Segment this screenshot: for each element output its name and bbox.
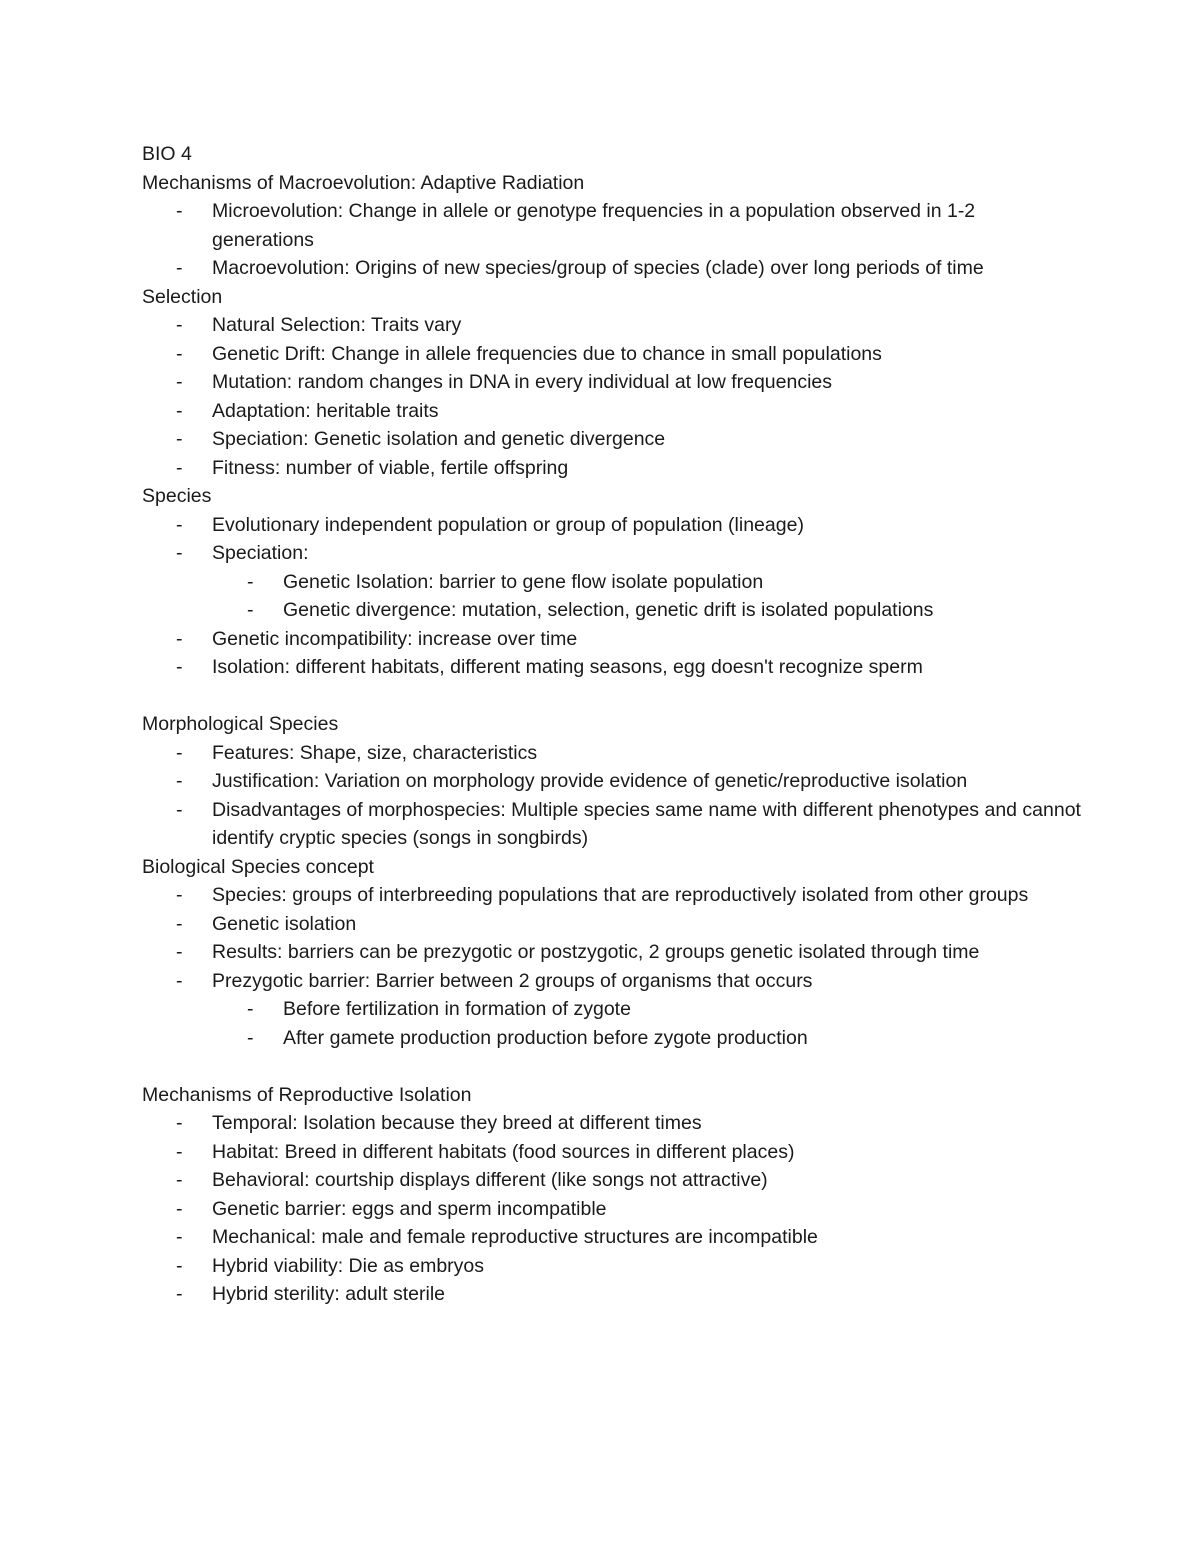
section-heading: Biological Species concept (142, 855, 374, 878)
bullet-dash: - (176, 912, 183, 935)
list-item-text: Genetic divergence: mutation, selection, genetic drift is isolated populations (283, 599, 934, 621)
list-item (176, 539, 1082, 625)
bullet-list (142, 197, 1082, 283)
list-item-text: Mechanical: male and female reproductive structures are incompatible (212, 1226, 818, 1248)
document-body (142, 140, 1082, 1309)
bullet-list (142, 881, 1082, 1052)
list-item-text: Habitat: Breed in different habitats (food sources in different places) (212, 1140, 795, 1163)
list-item-text: Species: groups of interbreeding populations that are reproductively isolated from other groups (212, 884, 1029, 906)
list-item (176, 1280, 1082, 1309)
list-item (176, 881, 1082, 910)
section (142, 710, 1082, 853)
list-item-text: Results: barriers can be prezygotic or postzygotic, 2 groups genetic isolated through time (212, 941, 980, 963)
list-item-text: Isolation: different habitats, different mating seasons, egg doesn't recognize sperm (212, 656, 923, 678)
section-heading: Morphological Species (142, 713, 339, 735)
blank-line (142, 1052, 1082, 1081)
section-heading: Selection (142, 285, 223, 308)
list-item (176, 739, 1082, 768)
bullet-list (142, 311, 1082, 482)
bullet-dash: - (176, 770, 183, 792)
list-item (176, 340, 1082, 369)
bullet-dash: - (176, 884, 183, 906)
list-item (247, 596, 1082, 625)
list-item (176, 1195, 1082, 1224)
list-item (247, 568, 1082, 597)
bullet-dash: - (176, 371, 183, 393)
list-item-text: Hybrid viability: Die as embryos (212, 1254, 485, 1277)
bullet-dash: - (176, 1197, 183, 1220)
bullet-list (212, 995, 1082, 1052)
bullet-dash: - (176, 1140, 183, 1163)
bullet-dash: - (176, 741, 183, 764)
section-heading: Mechanisms of Reproductive Isolation (142, 1083, 472, 1106)
list-item (176, 653, 1082, 682)
bullet-dash: - (176, 456, 183, 479)
section-heading: Mechanisms of Macroevolution: Adaptive Radiation (142, 171, 585, 194)
list-item (176, 910, 1082, 939)
list-item (176, 938, 1082, 967)
list-item-text: Before fertilization in formation of zygote (283, 998, 631, 1020)
list-item-text: Justification: Variation on morphology provide evidence of genetic/reproductive isolation (212, 770, 968, 792)
list-item-text: Speciation: (212, 542, 309, 564)
list-item (176, 767, 1082, 796)
bullet-dash: - (176, 200, 183, 222)
list-item-text: Macroevolution: Origins of new species/group of species (clade) over long periods of time (212, 257, 984, 279)
bullet-dash: - (176, 969, 183, 992)
section (142, 140, 1082, 169)
section (142, 853, 1082, 1053)
list-item (176, 1166, 1082, 1195)
list-item (176, 1138, 1082, 1167)
list-item-text: Genetic Drift: Change in allele frequencies due to chance in small populations (212, 342, 882, 365)
bullet-dash: - (247, 998, 254, 1020)
bullet-dash: - (247, 599, 254, 621)
list-item (176, 511, 1082, 540)
list-item (176, 311, 1082, 340)
list-item (176, 368, 1082, 397)
bullet-dash: - (247, 570, 254, 593)
section-heading: BIO 4 (142, 143, 192, 165)
section (142, 1081, 1082, 1309)
list-item-text: Disadvantages of morphospecies: Multiple species same name with different phenotypes and cannot identify cryptic species (songs in songbirds) (212, 798, 1081, 849)
list-item-text: Adaptation: heritable traits (212, 399, 439, 422)
list-item (176, 967, 1082, 1053)
bullet-dash: - (176, 1169, 183, 1191)
bullet-list (142, 1109, 1082, 1309)
bullet-dash: - (176, 1112, 183, 1134)
list-item (247, 995, 1082, 1024)
list-item-text: Features: Shape, size, characteristics (212, 741, 538, 764)
list-item-text: Hybrid sterility: adult sterile (212, 1283, 445, 1305)
bullet-list (142, 511, 1082, 682)
bullet-list (142, 739, 1082, 853)
list-item-text: Genetic incompatibility: increase over time (212, 627, 578, 650)
bullet-dash: - (176, 542, 183, 564)
list-item-text: Evolutionary independent population or group of population (lineage) (212, 513, 804, 536)
list-item-text: Prezygotic barrier: Barrier between 2 groups of organisms that occurs (212, 969, 813, 992)
bullet-dash: - (176, 1254, 183, 1277)
bullet-dash: - (176, 798, 183, 821)
list-item (176, 1109, 1082, 1138)
bullet-dash: - (176, 513, 183, 536)
list-item-text: Fitness: number of viable, fertile offspring (212, 456, 569, 479)
bullet-list (212, 568, 1082, 625)
list-item (176, 397, 1082, 426)
list-item-text: After gamete production production before zygote production (283, 1026, 808, 1049)
bullet-dash: - (176, 257, 183, 279)
list-item (247, 1024, 1082, 1053)
list-item (176, 454, 1082, 483)
bullet-dash: - (176, 314, 183, 336)
list-item-text: Genetic isolation (212, 912, 357, 935)
list-item-text: Genetic barrier: eggs and sperm incompatible (212, 1197, 607, 1220)
section (142, 169, 1082, 283)
bullet-dash: - (176, 428, 183, 450)
bullet-dash: - (247, 1026, 254, 1049)
bullet-dash: - (176, 1283, 183, 1305)
blank-line (142, 682, 1082, 711)
list-item (176, 254, 1082, 283)
bullet-dash: - (176, 656, 183, 678)
section-heading: Species (142, 485, 212, 507)
list-item-text: Microevolution: Change in allele or genotype frequencies in a population observed in 1-2 generations (212, 200, 976, 251)
list-item (176, 625, 1082, 654)
list-item-text: Behavioral: courtship displays different (like songs not attractive) (212, 1169, 768, 1191)
bullet-dash: - (176, 399, 183, 422)
list-item-text: Natural Selection: Traits vary (212, 314, 462, 336)
list-item-text: Genetic Isolation: barrier to gene flow isolate population (283, 570, 764, 593)
list-item (176, 796, 1082, 853)
bullet-dash: - (176, 342, 183, 365)
section (142, 283, 1082, 483)
list-item (176, 197, 1082, 254)
list-item (176, 425, 1082, 454)
bullet-dash: - (176, 941, 183, 963)
section (142, 482, 1082, 682)
list-item-text: Speciation: Genetic isolation and genetic divergence (212, 428, 666, 450)
bullet-dash: - (176, 1226, 183, 1248)
list-item-text: Mutation: random changes in DNA in every individual at low frequencies (212, 371, 833, 393)
bullet-dash: - (176, 627, 183, 650)
list-item (176, 1223, 1082, 1252)
list-item (176, 1252, 1082, 1281)
list-item-text: Temporal: Isolation because they breed at different times (212, 1112, 702, 1134)
